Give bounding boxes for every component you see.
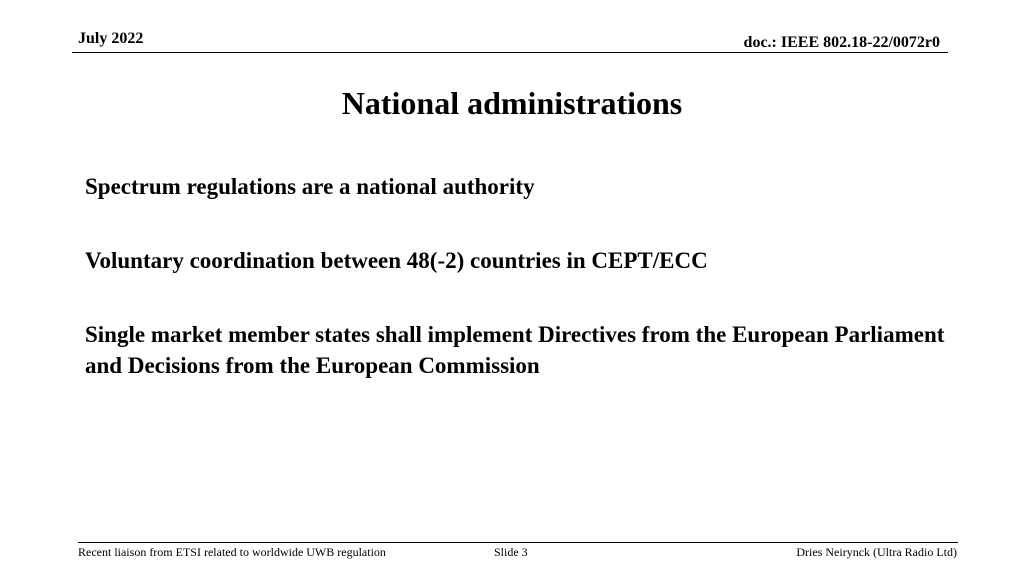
bullet-item: Single market member states shall implement Directives from the European Parliament and Decisions from the European Commission <box>85 322 945 378</box>
footer-divider <box>78 542 958 543</box>
footer-slide-number: Slide 3 <box>494 545 528 559</box>
footer-author: Dries Neirynck (Ultra Radio Ltd) <box>796 545 957 559</box>
footer-topic: Recent liaison from ETSI related to worldwide UWB regulation <box>78 545 386 559</box>
bullet-item: Voluntary coordination between 48(-2) countries in CEPT/ECC <box>85 248 708 273</box>
header-doc-id: doc.: IEEE 802.18-22/0072r0 <box>743 34 940 51</box>
header-date: July 2022 <box>78 30 144 47</box>
header-divider <box>72 52 948 53</box>
bullet-item: Spectrum regulations are a national authority <box>85 174 535 199</box>
slide-title: National administrations <box>341 85 683 121</box>
